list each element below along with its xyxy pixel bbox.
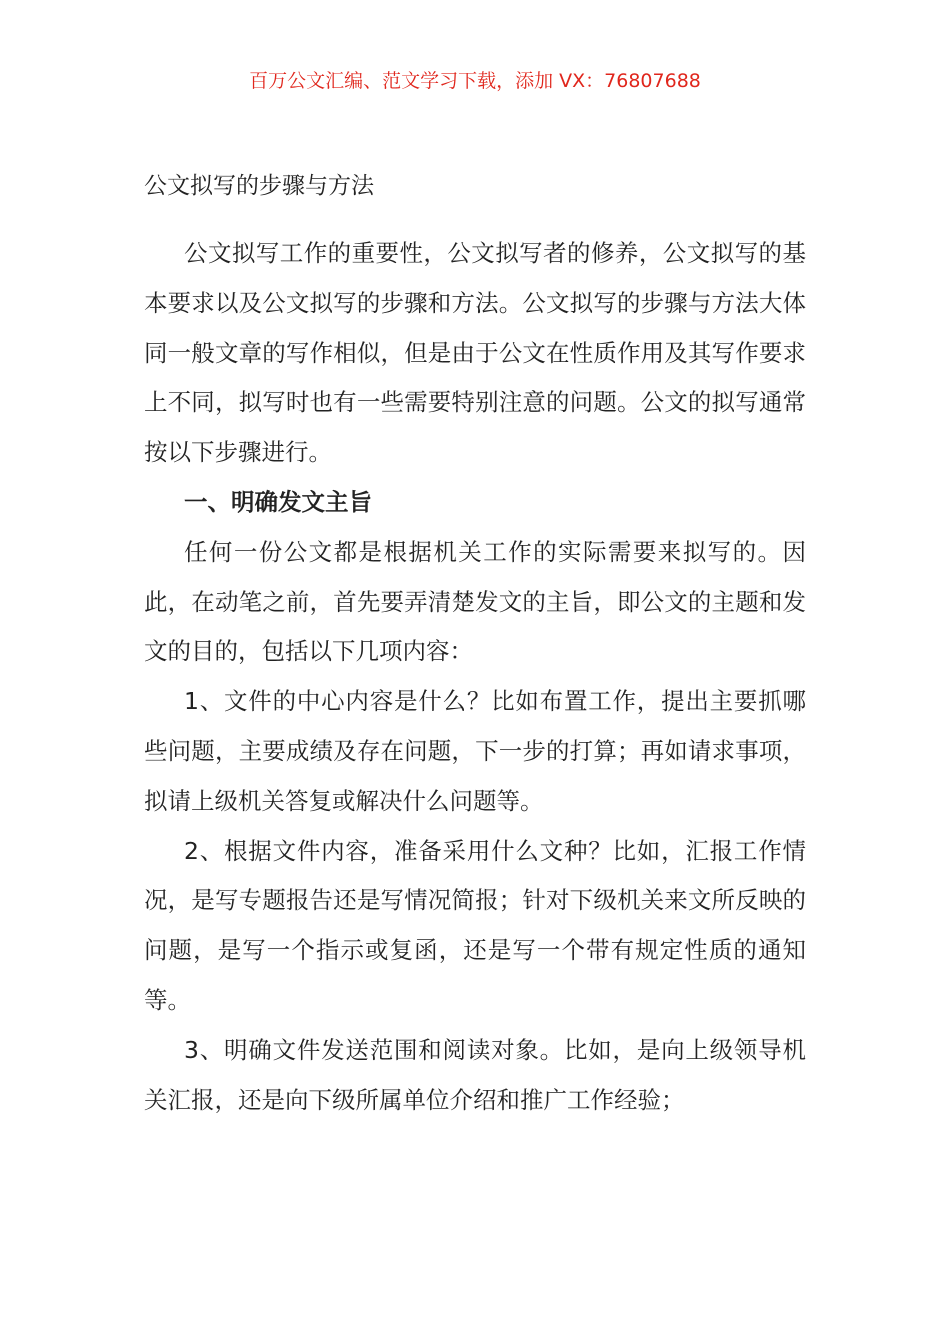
document-title: 公文拟写的步骤与方法 [144,173,374,199]
section-intro-paragraph: 任何一份公文都是根据机关工作的实际需要来拟写的。因此，在动笔之前，首先要弄清楚发文的主旨，即公文的主题和发文的目的，包括以下几项内容： [144,537,806,666]
section-heading-1: 一、明确发文主旨 [184,487,372,516]
list-item-3: 3、明确文件发送范围和阅读对象。比如，是向上级领导机关汇报，还是向下级所属单位介绍和推广工作经验； [144,1035,806,1114]
list-item-2: 2、根据文件内容，准备采用什么文种？比如，汇报工作情况，是写专题报告还是写情况简报；针对下级机关来文所反映的问题，是写一个指示或复函，还是写一个带有规定性质的通知等。 [144,836,806,1014]
document-body [144,229,806,1125]
header-promo-note: 百万公文汇编、范文学习下载，添加 VX：76807688 [249,70,701,92]
intro-paragraph: 公文拟写工作的重要性，公文拟写者的修养，公文拟写的基本要求以及公文拟写的步骤和方法。公文拟写的步骤与方法大体同一般文章的写作相似，但是由于公文在性质作用及其写作要求上不同，拟写时也有一些需要特别注意的问题。公文的拟写通常按以下步骤进行。 [144,239,806,467]
list-item-1: 1、文件的中心内容是什么？比如布置工作，提出主要抓哪些问题，主要成绩及存在问题，下一步的打算；再如请求事项，拟请上级机关答复或解决什么问题等。 [144,687,806,815]
